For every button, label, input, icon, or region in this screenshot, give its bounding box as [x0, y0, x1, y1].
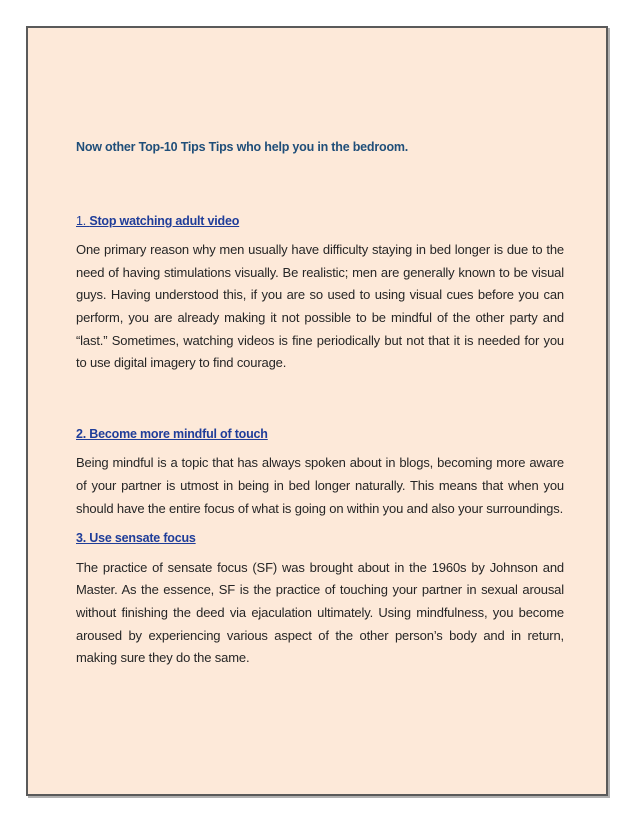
document-page — [26, 26, 608, 796]
section-1-body: One primary reason why men usually have difficulty staying in bed longer is due to the need of having stimulations visually. Be realistic; men are generally known to be visual guys. Having understood this, if you are so used to using visual cues before you can perform, you are already making it not possible to be mindful of the other party and “last.” Sometimes, watching videos is fine periodically but not that it is needed for you to use digital imagery to find courage. — [76, 242, 564, 371]
section-3-body: The practice of sensate focus (SF) was brought about in the 1960s by Johnson and Master. As the essence, SF is the practice of touching your partner in sexual arousal without finishing the deed via ejaculation ultimately. Using mindfulness, you become aroused by experiencing various aspect of the other person’s body and in return, making sure they do the same. — [76, 559, 564, 666]
document-content — [76, 136, 564, 670]
intro-text: Now other Top-10 Tips Tips who help you in the bedroom. — [76, 140, 409, 154]
section-2-heading: 2. Become more mindful of touch — [76, 426, 268, 441]
section-1-number: 1. — [76, 213, 87, 228]
section-1-heading — [76, 210, 564, 233]
section-3-heading: 3. Use sensate focus — [76, 531, 196, 546]
section-2-body: Being mindful is a topic that has always spoken about in blogs, becoming more aware of your partner is utmost in being in bed longer naturally. This means that when you should have the entire focus of what is going on within you and also your surroundings. — [76, 455, 564, 516]
section-1-title: Stop watching adult video — [89, 213, 240, 228]
